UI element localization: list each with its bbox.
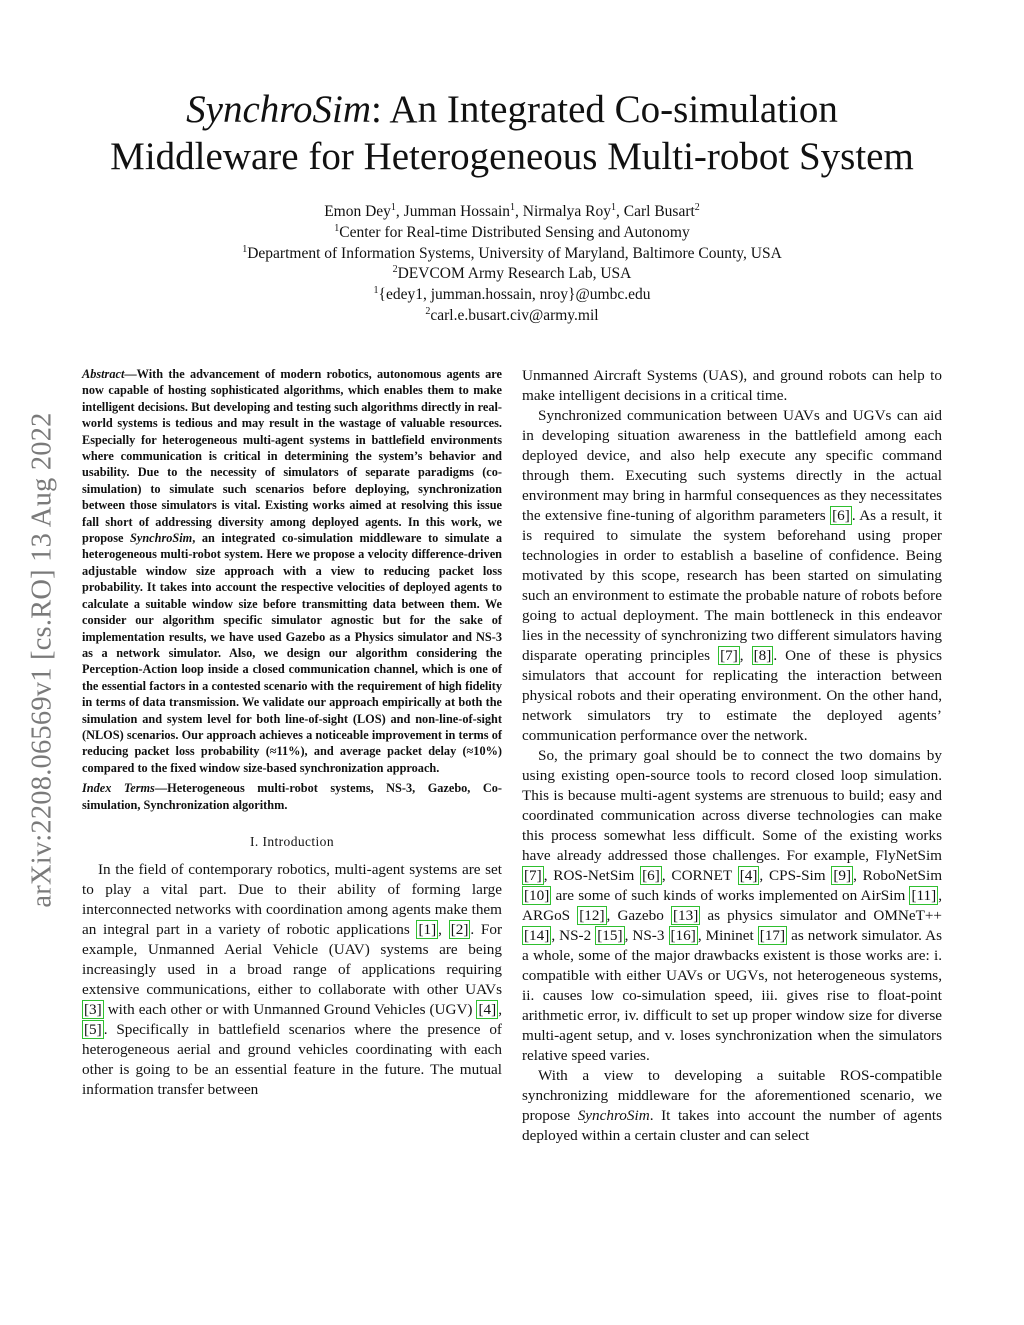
- index-terms-text: —Heterogeneous multi-robot systems, NS-3, Gazebo, Co-simulation, Synchronization algorithm.: [82, 781, 502, 812]
- affiliation-mark: 2: [694, 202, 700, 213]
- text-run: ,: [498, 1000, 502, 1018]
- affiliation-2: [60, 244, 964, 265]
- citation-link[interactable]: [8]: [753, 647, 772, 664]
- author-name: Emon Dey: [324, 203, 391, 220]
- citation-link[interactable]: [6]: [642, 867, 660, 884]
- text-run: So, the primary goal should be to connect the two domains by using existing open-source tools to record closed loop simulation. This is because multi-agent systems are strenuous to build; easy and coordinated communication across diverse technologies can make this process somewhat less difficult. Some of the existing works have already addressed those challenges. For example, FlyNetSim: [522, 747, 942, 864]
- citation-link[interactable]: [10]: [524, 887, 550, 904]
- email-text: carl.e.busart.civ@army.mil: [430, 306, 599, 324]
- affiliation-mark: 1: [510, 202, 516, 213]
- text-run: , CORNET: [661, 867, 738, 884]
- citation-link[interactable]: [2]: [450, 920, 469, 938]
- affiliation-1: [60, 223, 964, 244]
- citation-link[interactable]: [3]: [84, 1000, 102, 1018]
- abstract-label: Abstract: [82, 367, 125, 381]
- arxiv-identifier: [18, 345, 68, 975]
- text-run: . As a result, it is required to simulate the system beforehand using proper technologies in order to establish a baseline of confidence. Being motivated by this scope, research has been started on simulating such an environment to estimate the probable nature of robots before going to actual deployment. The main bottleneck in this endeavor lies in the necessity of synchronizing two different simulators having disparate operating principles: [522, 507, 942, 664]
- author-name: Nirmalya Roy: [522, 203, 612, 220]
- citation-link[interactable]: [1]: [418, 920, 437, 938]
- affiliation-text: DEVCOM Army Research Lab, USA: [397, 265, 632, 283]
- citation-link[interactable]: [9]: [833, 867, 852, 884]
- citation-link[interactable]: [13]: [672, 907, 699, 924]
- citation-link[interactable]: [4]: [739, 867, 758, 884]
- abstract-text: , an integrated co-simulation middleware to simulate a heterogeneous multi-robot system. Here we propose a velocity difference-driven adjustable window size approach with a view to reducing packet loss probability. It takes into account the respective velocities of deployed agents to calculate a suitable window size before transmitting data between them. We consider our algorithm specific simulator agnostic but for the sake of implementation results, we have used Gazebo as a Physics simulator and NS-3 as a network simulator. Also, we design our algorithm considering the Perception-Action loop inside a closed communication channel, which is one of the essential factors in a contested scenario with the requirement of high fidelity in terms of data transmission. We validate our approach empirically at both the simulation and system level for both line-of-sight (LOS) and non-line-of-sight (NLOS) scenarios. Our approach achieves a noticeable improvement in terms of reducing packet loss probability (≈11%), and average packet delay (≈10%) compared to the fixed window size-based synchronization approach.: [82, 531, 502, 775]
- text-run: , RoboNetSim: [853, 867, 943, 884]
- affiliation-3: [60, 264, 964, 285]
- citation-link[interactable]: [11]: [911, 887, 937, 904]
- citation-link[interactable]: [12]: [579, 907, 605, 924]
- title-line2: Middleware for Heterogeneous Multi-robot System: [110, 135, 914, 178]
- text-run: ,: [739, 647, 752, 664]
- affiliation-text: Department of Information Systems, University of Maryland, Baltimore County, USA: [247, 244, 782, 262]
- text-run: . One of these is physics simulators that account for replicating the interaction between physical robots and their operating environment. On the other hand, network simulators try to estimate the deployed agents’ communication performance over the network.: [522, 647, 943, 744]
- text-run: Synchronized communication between UAVs and UGVs can aid in developing situation awareness in the battlefield among each deployed device, and also help execute any specific command through them. Executing such systems directly in the actual environment may bring in harmful consequences as they necessitates the extensive fine-tuning of algorithm parameters: [522, 407, 942, 524]
- continued-paragraph: Unmanned Aircraft Systems (UAS), and ground robots can help to make intelligent decisions in a critical time.: [522, 367, 942, 404]
- left-column: [82, 366, 502, 1100]
- paper-title: [60, 86, 964, 180]
- citation-link[interactable]: [16]: [670, 927, 696, 944]
- author-name: Carl Busart: [623, 203, 695, 220]
- text-run: , CPS-Sim: [759, 867, 832, 884]
- text-run: In the field of contemporary robotics, multi-agent systems are set to play a vital part. Due to their ability of forming large interconnected networks with coordination among agents make them an integral part in a variety of robotic applications: [82, 860, 502, 938]
- text-run: , Mininet: [697, 927, 758, 944]
- citation-link[interactable]: [4]: [478, 1000, 497, 1018]
- email-1: [60, 285, 964, 306]
- citation-link[interactable]: [6]: [832, 507, 850, 524]
- paragraph-proposal: [522, 1066, 942, 1146]
- text-run: , Gazebo: [606, 907, 671, 924]
- affiliation-mark: 2: [392, 264, 398, 276]
- email-2: [60, 306, 964, 327]
- text-run: With a view to developing a suitable ROS-compatible synchronizing middleware for the aforementioned scenario, we propose: [522, 1067, 942, 1124]
- index-terms-label: Index Terms: [82, 781, 155, 796]
- citation-link[interactable]: [5]: [84, 1020, 102, 1038]
- section-heading: I. Introduction: [250, 833, 334, 849]
- citation-link[interactable]: [7]: [720, 647, 738, 664]
- citation-link[interactable]: [17]: [759, 927, 786, 944]
- title-emph: SynchroSim: [186, 88, 371, 131]
- affiliation-mark: 1: [334, 222, 340, 234]
- text-run: , NS-3: [624, 927, 669, 944]
- abstract-emph: SynchroSim: [130, 531, 193, 546]
- index-terms: [82, 780, 502, 813]
- intro-paragraph: [82, 860, 502, 1100]
- text-run: as network simulator. As a whole, some of the major drawbacks existent is those works are: i. compatible with either UAVs or UGVs, not heterogeneous systems, ii. causes low co-simulation speed, iii. gives rise to float-point arithmetic error, iv. difficult to set up proper window size for diverse multi-agent setup, and v. loses synchronization when the simulators relative speed varies.: [522, 927, 942, 1064]
- abstract: [82, 366, 502, 776]
- text-run: , ROS-NetSim: [543, 867, 641, 884]
- affiliation-mark: 2: [425, 305, 431, 317]
- separator: ,: [395, 203, 404, 220]
- affiliation-text: Center for Real-time Distributed Sensing and Autonomy: [339, 223, 690, 241]
- text-run: . For example, Unmanned Aerial Vehicle (UAV) systems are being increasingly used in a broad range of applications requiring extensive communications, either to collaborate with other UAVs: [82, 920, 503, 998]
- affiliation-mark: 1: [373, 285, 379, 297]
- paragraph-synchronized-communication: [522, 406, 942, 746]
- affiliation-mark: 1: [611, 202, 617, 213]
- affiliation-mark: 1: [390, 202, 396, 213]
- arxiv-id-text: arXiv:2208.06569v1 [cs.RO] 13 Aug 2022: [27, 412, 59, 908]
- affiliation-mark: 1: [242, 243, 248, 255]
- citation-link[interactable]: [7]: [524, 867, 542, 884]
- proposal-emph: SynchroSim: [577, 1107, 650, 1124]
- email-text: {edey1, jumman.hossain, nroy}@umbc.edu: [378, 286, 651, 304]
- text-run: are some of such kinds of works implemented on AirSim: [551, 887, 910, 904]
- text-run: with each other or with Unmanned Ground Vehicles (UGV): [103, 1000, 477, 1018]
- citation-link[interactable]: [15]: [597, 927, 623, 944]
- separator: ,: [515, 203, 523, 220]
- text-run: , NS-2: [551, 927, 596, 944]
- paragraph-primary-goal: [522, 746, 942, 1066]
- author-list: [60, 202, 964, 223]
- text-run: , ARGoS: [522, 887, 942, 924]
- author-block: [60, 202, 964, 327]
- text-run: ,: [438, 920, 449, 938]
- title-line1: : An Integrated Co-simulation: [371, 88, 838, 131]
- text-run: as physics simulator and OMNeT++: [700, 907, 942, 924]
- right-column: [522, 366, 942, 1146]
- author-name: Jumman Hossain: [403, 203, 511, 220]
- separator: ,: [616, 203, 624, 220]
- abstract-text: —With the advancement of modern robotics, autonomous agents are now capable of hosting sophisticated algorithms, which enables them to make intelligent decisions. But developing and testing such algorithms directly in real-world systems is tedious and may result in the wastage of valuable resources. Especially for heterogeneous multi-agent systems in battlefield environments where communication is critical in determining the system’s behavior and usability. Due to the necessity of simulators of separate paradigms (co-simulation) to simulate such scenarios before deploying, synchronization between those simulators is vital. Existing works aimed at resolving this issue fall short of addressing diversity among deployed agents. In this work, we propose: [82, 367, 502, 546]
- citation-link[interactable]: [14]: [524, 927, 550, 944]
- text-run: . It takes into account the number of agents deployed within a certain cluster and can select: [522, 1107, 942, 1144]
- text-run: . Specifically in battlefield scenarios where the presence of heterogeneous aerial and ground vehicles coordinating with each other is going to be an essential feature in the future. The mutual information transfer between: [82, 1020, 502, 1098]
